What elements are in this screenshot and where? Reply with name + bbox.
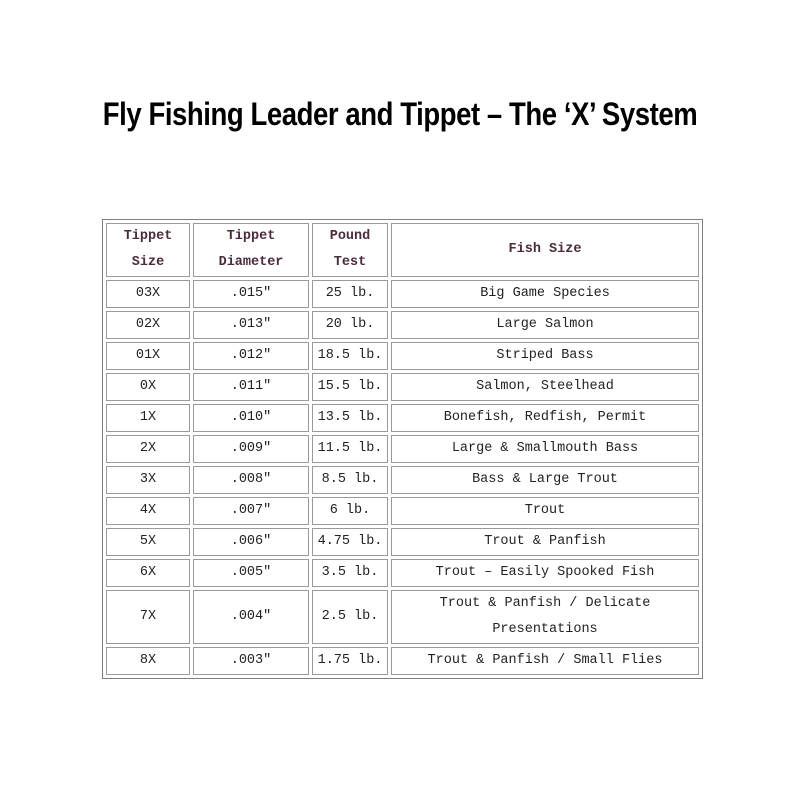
cell-fish-size: Salmon, Steelhead bbox=[391, 373, 699, 401]
header-tippet-size bbox=[106, 223, 190, 277]
header-pound-test bbox=[312, 223, 388, 277]
cell-fish-size: Trout bbox=[391, 497, 699, 525]
table-row bbox=[106, 497, 699, 525]
cell-fish-size bbox=[391, 590, 699, 644]
cell-diameter: .015″ bbox=[193, 280, 309, 308]
header-line: Fish Size bbox=[508, 242, 582, 257]
cell-pound-test: 8.5 lb. bbox=[312, 466, 388, 494]
cell-pound-test: 11.5 lb. bbox=[312, 435, 388, 463]
cell-fish-size: Bonefish, Redfish, Permit bbox=[391, 404, 699, 432]
cell-tippet-size: 01X bbox=[106, 342, 190, 370]
cell-pound-test: 18.5 lb. bbox=[312, 342, 388, 370]
table-row bbox=[106, 280, 699, 308]
table-row bbox=[106, 404, 699, 432]
cell-diameter: .011″ bbox=[193, 373, 309, 401]
header-line: Test bbox=[333, 255, 367, 270]
cell-pound-test: 20 lb. bbox=[312, 311, 388, 339]
table-row bbox=[106, 647, 699, 675]
cell-pound-test: 6 lb. bbox=[312, 497, 388, 525]
cell-diameter: .006″ bbox=[193, 528, 309, 556]
cell-tippet-size: 7X bbox=[106, 590, 190, 644]
cell-diameter: .013″ bbox=[193, 311, 309, 339]
table-row bbox=[106, 311, 699, 339]
table-row bbox=[106, 528, 699, 556]
header-fish-size bbox=[391, 223, 699, 277]
cell-pound-test: 3.5 lb. bbox=[312, 559, 388, 587]
page-title: Fly Fishing Leader and Tippet – The ‘X’ System bbox=[102, 96, 698, 132]
table-header bbox=[106, 223, 699, 277]
cell-tippet-size: 03X bbox=[106, 280, 190, 308]
cell-pound-test: 13.5 lb. bbox=[312, 404, 388, 432]
table-row bbox=[106, 435, 699, 463]
cell-fish-size: Bass & Large Trout bbox=[391, 466, 699, 494]
cell-tippet-size: 2X bbox=[106, 435, 190, 463]
cell-fish-size: Big Game Species bbox=[391, 280, 699, 308]
cell-diameter: .010″ bbox=[193, 404, 309, 432]
table-row bbox=[106, 373, 699, 401]
header-line: Tippet bbox=[226, 229, 276, 244]
cell-line: Presentations bbox=[492, 622, 598, 637]
table-body bbox=[106, 280, 699, 675]
header-tippet-diameter bbox=[193, 223, 309, 277]
cell-tippet-size: 5X bbox=[106, 528, 190, 556]
cell-diameter: .004″ bbox=[193, 590, 309, 644]
cell-pound-test: 25 lb. bbox=[312, 280, 388, 308]
cell-diameter: .008″ bbox=[193, 466, 309, 494]
cell-fish-size: Trout & Panfish / Small Flies bbox=[391, 647, 699, 675]
cell-line: Trout & Panfish / Delicate bbox=[439, 596, 651, 611]
cell-pound-test: 2.5 lb. bbox=[312, 590, 388, 644]
table-row bbox=[106, 466, 699, 494]
cell-tippet-size: 8X bbox=[106, 647, 190, 675]
table-row bbox=[106, 559, 699, 587]
header-line: Tippet bbox=[123, 229, 173, 244]
header-line: Size bbox=[131, 255, 165, 270]
cell-fish-size: Large Salmon bbox=[391, 311, 699, 339]
table-row bbox=[106, 590, 699, 644]
cell-pound-test: 15.5 lb. bbox=[312, 373, 388, 401]
cell-tippet-size: 3X bbox=[106, 466, 190, 494]
cell-pound-test: 1.75 lb. bbox=[312, 647, 388, 675]
tippet-table-container bbox=[102, 219, 703, 679]
cell-diameter: .007″ bbox=[193, 497, 309, 525]
header-line: Diameter bbox=[218, 255, 284, 270]
cell-diameter: .005″ bbox=[193, 559, 309, 587]
cell-tippet-size: 6X bbox=[106, 559, 190, 587]
tippet-table bbox=[102, 219, 703, 679]
cell-pound-test: 4.75 lb. bbox=[312, 528, 388, 556]
cell-tippet-size: 02X bbox=[106, 311, 190, 339]
header-row bbox=[106, 223, 699, 277]
cell-tippet-size: 0X bbox=[106, 373, 190, 401]
cell-tippet-size: 4X bbox=[106, 497, 190, 525]
cell-tippet-size: 1X bbox=[106, 404, 190, 432]
cell-diameter: .012″ bbox=[193, 342, 309, 370]
cell-diameter: .009″ bbox=[193, 435, 309, 463]
header-line: Pound bbox=[329, 229, 371, 244]
cell-fish-size: Trout & Panfish bbox=[391, 528, 699, 556]
table-row bbox=[106, 342, 699, 370]
cell-fish-size: Trout – Easily Spooked Fish bbox=[391, 559, 699, 587]
cell-diameter: .003″ bbox=[193, 647, 309, 675]
cell-fish-size: Large & Smallmouth Bass bbox=[391, 435, 699, 463]
cell-fish-size: Striped Bass bbox=[391, 342, 699, 370]
